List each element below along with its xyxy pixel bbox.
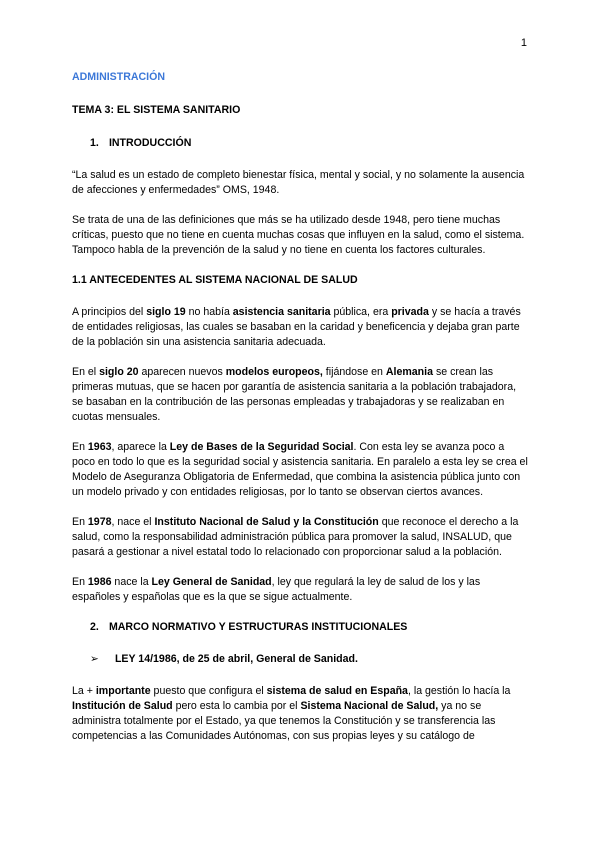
section-2-title: MARCO NORMATIVO Y ESTRUCTURAS INSTITUCIONALES (108, 621, 408, 633)
paragraph-siglo-20: En el siglo 20 aparecen nuevos modelos europeos, fijándose en Alemania se crean las primeras mutuas, que se hacen por garantía de asistencia sanitaria a la población trabajadora, se basaban en la contribución de las personas empleadas y trabajadoras y se realizaban en cuotas mensuales. (72, 366, 517, 423)
paragraph-1963: En 1963, aparece la Ley de Bases de la Seguridad Social. Con esta ley se avanza poco a poco en todo lo que es la seguridad social y asistencia sanitaria. En paralelo a esta ley se crea el Modelo de Aseguranza Obligatoria de Enfermedad, que combina la asistencia pública junto con un modelo privado y con entidades religiosas, por lo tanto se observan ciertos avances. (72, 441, 528, 498)
ley-title: LEY 14/1986, de 25 de abril, General de Sanidad. (114, 653, 358, 665)
intro-paragraph: Se trata de una de las definiciones que más se ha utilizado desde 1948, pero tiene muchas críticas, puesto que no tiene en cuenta muchas cosas que influyen en la salud, como el sistema. Tampoco habla de la prevención de la salud y no tiene en cuenta los factores culturales. (72, 214, 525, 256)
ley-heading (90, 652, 528, 667)
topic-title: TEMA 3: EL SISTEMA SANITARIO (72, 104, 241, 116)
paragraph-1986: En 1986 nace la Ley General de Sanidad, ley que regulará la ley de salud de los y las españoles y españolas que es la que se sigue actualmente. (72, 576, 481, 603)
section-2-heading (90, 620, 528, 635)
paragraph-ley-14-1986: La + importante puesto que configura el sistema de salud en España, la gestión lo hacía la Institución de Salud pero esta lo cambia por el Sistema Nacional de Salud, ya no se administra totalmente por el Estado, ya que tenemos la Constitución y se transferencia las competencias a las Comunidades Autónomas, con sus propias leyes y su catálogo de (72, 685, 511, 742)
page-number: 1 (520, 37, 527, 49)
section-2-number: 2. (90, 621, 99, 633)
paragraph-siglo-19: A principios del siglo 19 no había asistencia sanitaria pública, era privada y se hacía a través de entidades religiosas, las cuales se basaban en la caridad y beneficencia y dejaba gran parte de la población sin una asistencia sanitaria adecuada. (72, 306, 521, 348)
intro-quote: “La salud es un estado de completo bienestar física, mental y social, y no solamente la ausencia de afecciones y enfermedades” OMS, 1948. (72, 169, 525, 196)
document-body (72, 70, 528, 759)
paragraph-1978: En 1978, nace el Instituto Nacional de Salud y la Constitución que reconoce el derecho a la salud, como la responsabilidad administración pública para promover la salud, INSALUD, que pasará a gestionar a nivel estatal todo lo relacionado con proporcionar salud a la población. (72, 516, 519, 558)
section-1-title: INTRODUCCIÓN (108, 137, 192, 149)
section-1-heading (90, 136, 528, 151)
arrow-bullet-icon: ➢ (90, 653, 99, 665)
section-1-1-heading: 1.1 ANTECEDENTES AL SISTEMA NACIONAL DE SALUD (72, 274, 358, 286)
subject-title: ADMINISTRACIÓN (72, 71, 165, 83)
section-1-number: 1. (90, 137, 99, 149)
